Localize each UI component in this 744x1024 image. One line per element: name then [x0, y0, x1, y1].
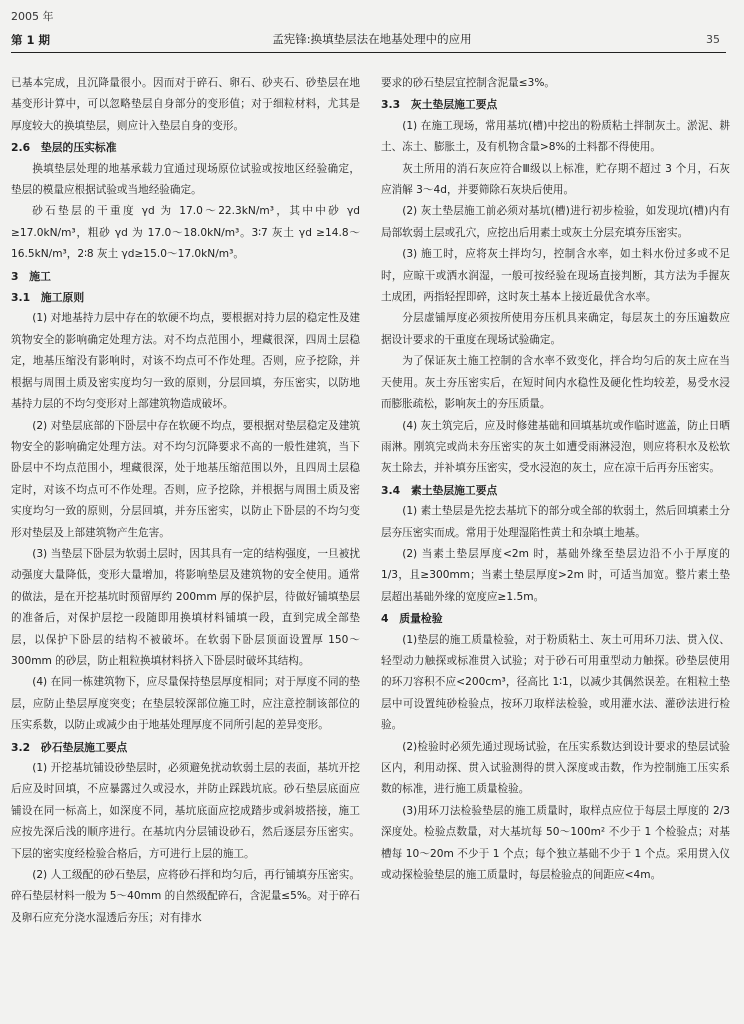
page-number: 35	[706, 33, 720, 46]
section-heading: 4 质量检验	[381, 612, 443, 626]
paragraph: (2) 人工级配的砂石垫层，应将砂石拌和均匀后，再行铺填夯压密实。碎石垫层材料一般为 5～40mm 的自然级配碎石，含泥量≤5%。对于碎石及卵石应充分浇水湿透后夯压；对有排水	[11, 869, 360, 924]
paragraph: (4) 在同一栋建筑物下，应尽量保持垫层厚度相同；对于厚度不同的垫层，应防止垫层厚度突变；在垫层较深部位施工时，应注意控制该部位的压实系数，以防止或减少由于地基处理厚度不同所引起的差异变形。	[11, 676, 360, 732]
running-title: 孟宪锋:换填垫层法在地基处理中的应用	[272, 32, 472, 46]
paragraph: 砂石垫层的干重度 γd 为 17.0～22.3kN/m³，其中中砂 γd ≥17.0kN/m³，粗砂 γd 为 17.0～18.0kN/m³。3∶7 灰土 γd ≥14.8～16.5kN/m³，2∶8 灰土 γd≥15.0～17.0kN/m³。	[11, 205, 360, 261]
paragraph: (3) 当垫层下卧层为软弱土层时，因其具有一定的结构强度，一旦被扰动强度大量降低，变形大量增加，将影响垫层及建筑物的安全使用。通常的做法，是在开挖基坑时预留厚约 200mm 厚的保护层，待做好铺填垫层的准备后，对保护层挖一段随即用换填材料铺填一段，直到完成全部垫层，以保护下卧层的结构不被破坏。在软弱下卧层顶面设置厚 150～300mm 的砂层，防止粗粒换填材料挤入下卧层时破坏其结构。	[11, 547, 360, 667]
paragraph: 换填垫层处理的地基承载力宜通过现场原位试验或按地区经验确定，垫层的模量应根据试验或当地经验确定。	[11, 162, 360, 197]
paragraph: 灰土所用的消石灰应符合Ⅲ级以上标准，贮存期不超过 3 个月，石灰应消解 3～4d，并要筛除石灰块后使用。	[381, 162, 730, 197]
subsection-heading: 3.4 素土垫层施工要点	[381, 483, 498, 497]
right-column	[381, 73, 730, 886]
paragraph: 分层虚铺厚度必须按所使用夯压机具来确定，每层灰土的夯压遍数应据设计要求的干重度在现场试验确定。	[381, 312, 730, 346]
header-rule	[11, 52, 726, 53]
paragraph: (2)检验时必须先通过现场试验，在压实系数达到设计要求的垫层试验区内，利用动探、贯入试验测得的贯入深度或击数，作为控制施工压实系数的标准，进行施工质量检验。	[381, 740, 730, 796]
paragraph: 已基本完成，且沉降量很小。因而对于碎石、卵石、砂夹石、砂垫层在地基变形计算中，可以忽略垫层自身部分的变形值；对于细粒材料，尤其是厚度较大的换填垫层，则应计入垫层自身的变形。	[11, 77, 360, 132]
paragraph: 要求的砂石垫层宜控制含泥量≤3%。	[381, 77, 555, 89]
paragraph: (1) 在施工现场，常用基坑(槽)中挖出的粉质粘土拌制灰土。淤泥、耕土、冻土、膨胀土，及有机物含量>8%的土料都不得使用。	[381, 119, 730, 154]
paragraph: (1) 开挖基坑铺设砂垫层时，必须避免扰动软弱土层的表面，基坑开挖后应及时回填，不应暴露过久或浸水，并防止踩践坑底。砂石垫层底面应铺设在同一标高上，如深度不同，基坑底面应挖成踏步或斜坡搭接，施工应按先深后浅的顺序进行。在基坑内分层铺设砂石，然后逐层夯压密实。下层的密实度经检验合格后，方可进行上层的施工。	[11, 762, 360, 860]
paragraph: (1) 对地基持力层中存在的软硬不均点，要根据对持力层的稳定性及建筑物安全的影响确定处理方法。对不均点范围小，埋藏很深，四周土层稳定，地基压缩没有影响时，对该不均点可不作处理。否则，应予挖除，并根据与周围土质及密实度均匀一致的原则，分层回填，夯压密实，以防地基持力层的不均匀变形对上部建筑物造成破坏。	[11, 312, 360, 411]
subsection-heading: 3.1 施工原则	[11, 291, 85, 305]
paragraph: (4) 灰土筑完后，应及时修建基础和回填基坑或作临时遮盖，防止日晒雨淋。刚筑完或尚未夯压密实的灰土如遭受雨淋浸泡，则应将积水及松软灰土除去，并补填夯压密实，受水浸泡的灰土，应在凉干后再夯压密实。	[381, 419, 730, 475]
paragraph: (1)垫层的施工质量检验，对于粉质粘土、灰土可用环刀法、贯入仪、轻型动力触探或标准贯入试验；对于砂石可用重型动力触探。砂垫层使用的环刀容积不应<200cm³，径高比 1∶1，以减少其偶然误差。在粗粒土垫层中可设置纯砂检验点，按环刀取样法检验，或用灌水法、灌砂法进行检验。	[381, 633, 730, 732]
header-year: 2005 年	[11, 10, 54, 23]
paragraph: (1) 素土垫层是先挖去基坑下的部分或全部的软弱土，然后回填素土分层夯压密实而成。常用于处理湿陷性黄土和杂填土地基。	[381, 505, 730, 539]
paragraph: 为了保证灰土施工控制的含水率不致变化，拌合均匀后的灰土应在当天使用。灰土夯压密实后，在短时间内水稳性及硬化性均较差，易受水浸而膨胀疏松，影响灰土的夯压质量。	[381, 355, 730, 411]
subsection-heading: 3.2 砂石垫层施工要点	[11, 740, 128, 754]
paragraph: (3)用环刀法检验垫层的施工质量时，取样点应位于每层土厚度的 2/3 深度处。检验点数量，对大基坑每 50～100m² 不少于 1 个检验点；对基槽每 10～20m 不少于 1 个点；每个独立基础不少于 1 个点。采用贯入仪或动探检验垫层的施工质量时，每层检验点的间距应<4m。	[381, 804, 730, 882]
left-column	[11, 73, 360, 929]
paragraph: (2) 当素土垫层厚度<2m 时，基础外缘至垫层边沿不小于厚度的 1/3，且≥300mm；当素土垫层厚度>2m 时，可适当加宽。整片素土垫层超出基础外缘的宽度应≥1.5m。	[381, 547, 730, 603]
header-issue: 第 1 期	[11, 33, 51, 47]
subsection-heading: 3.3 灰土垫层施工要点	[381, 98, 498, 112]
subsection-heading: 2.6 垫层的压实标准	[11, 141, 117, 155]
paragraph: (2) 灰土垫层施工前必须对基坑(槽)进行初步检验，如发现坑(槽)内有局部软弱土层或孔穴，应挖出后用素土或灰土分层充填夯压密实。	[381, 205, 730, 239]
section-heading: 3 施工	[11, 269, 51, 283]
paragraph: (2) 对垫层底部的下卧层中存在软硬不均点，要根据对垫层稳定及建筑物安全的影响确定处理方法。对不均匀沉降要求不高的一般性建筑，当下卧层中不均点范围小，埋藏很深，处于地基压缩范围以外，且四周土层稳定时，对该不均点可不作处理。否则，应予挖除，并根据与周围土质及密实度均匀一致的原则，分层回填，并夯压密实，以防止下卧层的不均匀变形对垫层及上部建筑物产生危害。	[11, 419, 360, 539]
paragraph: (3) 施工时，应将灰土拌均匀，控制含水率，如土料水份过多或不足时，应晾干或洒水润湿，一般可按经验在现场直接判断，其方法为手握灰土成团，两指轻捏即碎，这时灰土基本上接近最优含水率。	[381, 248, 730, 304]
